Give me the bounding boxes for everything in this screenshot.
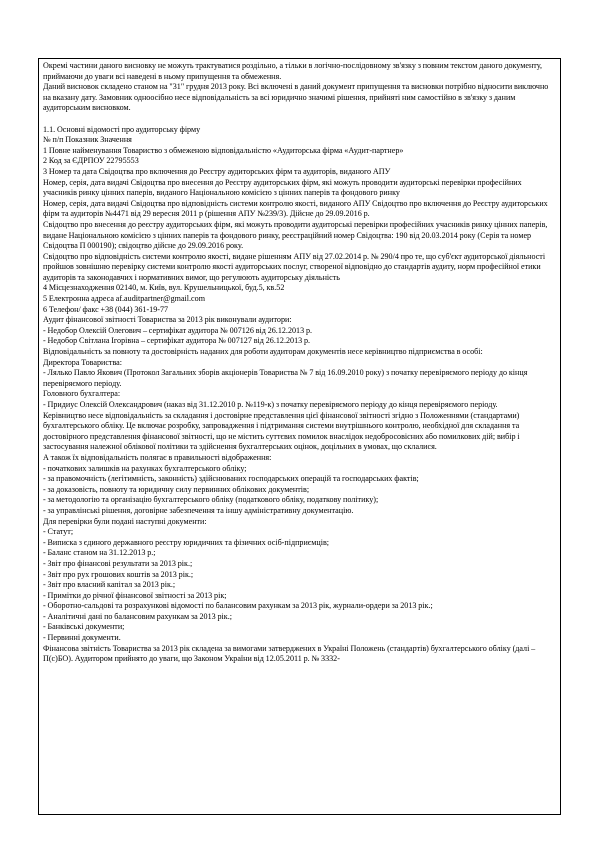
text-line: Номер, серія, дата видачі Свідоцтва про відповідність системи контролю якості, виданого АПУ Свідоцтво про включення до Реєстру аудиторських фірм та аудиторів №4471 від 29 вересня 2011 р (рішення АПУ №239/3). Дійсне до 29.09.2016 р.	[43, 198, 548, 219]
text-line: Фінансова звітність Товариства за 2013 рік складена за вимогами затверджених в Україні Положень (стандартів) бухгалтерського обліку (далі – П(с)БО). Аудитором прийнято до уваги, що Законом України від 12.05.2011 р. № 3332-	[43, 643, 536, 664]
text-line: Свідоцтво про відповідність системи контролю якості, видане рішенням АПУ від 27.02.2014 р. № 290/4 про те, що суб'єкт аудиторської діяльності пройшов зовнішню перевірку системи контролю якості аудиторських послуг, створеної відповідно до стандартів аудиту, норм професійної етики аудиторів та законодавчих і нормативних вимог, що регулюють аудиторську діяльність	[43, 251, 546, 282]
text-line: - Звіт про фінансові результати за 2013 рік.;	[43, 558, 193, 568]
text-line: 3 Номер та дата Свідоцтва про включення до Реєстру аудиторських фірм та аудиторів, виданого АПУ	[43, 166, 391, 176]
text-line: 6 Телефон/ факс +38 (044) 361-19-77	[43, 304, 169, 314]
text-line: - Звіт про власний капітал за 2013 рік.;	[43, 580, 176, 590]
audit-firm-info	[43, 125, 557, 665]
text-line: - Аналітичні дані по балансовим рахункам за 2013 рік.;	[43, 611, 233, 621]
text-line: Керівництво несе відповідальність за складання і достовірне представлення цієї фінансової звітності згідно з Положеннями (стандартами) бухгалтерського обліку. Це включає розробку, запровадження і підтримання системи внутрішнього контролю, необхідної для складання та достовірного представлення фінансової звітності, що не містить суттєвих помилок внаслідок недобросовісних або помилкових дій; вибір і застосування належної облікової політики та здійснення бухгалтерських оцінок, доцільних в умовах, що склалися.	[43, 410, 520, 452]
text-line: 1.1. Основні відомості про аудиторську фірму	[43, 124, 201, 134]
text-line: - Недобор Олексій Олегович – сертифікат аудитора № 007126 від 26.12.2013 р.	[43, 325, 313, 335]
text-line: - Банківські документи;	[43, 622, 125, 632]
text-line: Даний висновок складено станом на "31" грудня 2013 року. Всі включені в даний документ припущення та висновки потрібно відносити виключно на вказану дату. Замовник одноосібно несе відповідальність за всі юридично значимі рішення, прийняті ним самостійно в зв'язку з даним аудиторським висновком.	[43, 82, 549, 113]
text-line: Головного бухгалтера:	[43, 389, 121, 399]
text-line: - за правомочність (легітимність, законність) здійснюваних господарських операцій та господарських фактів;	[43, 474, 419, 484]
text-line: - Недобор Світлана Ігорівна – сертифікат аудитора № 007127 від 26.12.2013 р.	[43, 336, 311, 346]
text-line: - за доказовість, повноту та юридичну силу первинних облікових документів;	[43, 484, 310, 494]
text-line: - Оборотно-сальдові та розрахункові відомості по балансовим рахункам за 2013 рік, журнали-ордери за 2013 рік.;	[43, 601, 433, 611]
text-line: - Звіт про рух грошових коштів за 2013 рік.;	[43, 569, 194, 579]
text-line: А також їх відповідальність полягає в правильності відображення:	[43, 452, 272, 462]
text-line: - Лялько Павло Якович (Протокол Загальних зборів акціонерів Товариства № 7 від 16.09.2010 року) з початку перевіряємого періоду до кінця перевіряємого періоду.	[43, 368, 528, 388]
text-line: Директора Товариства:	[43, 357, 123, 367]
text-line: - за методологію та організацію бухгалтерського обліку (податкового обліку, податкову політику);	[43, 495, 379, 505]
document-page	[38, 58, 561, 815]
intro-paragraphs	[43, 61, 557, 114]
text-line: 4 Місцезнаходження 02140, м. Київ, вул. Крушельницької, буд.5, кв.52	[43, 283, 285, 293]
text-line: Номер, серія, дата видачі Свідоцтва про внесення до Реєстру аудиторських фірм, які можуть проводити аудиторські перевірки професійних учасників ринку цінних паперів, виданого Національною комісією з цінних паперів та фондового ринку	[43, 177, 522, 198]
text-line: Аудит фінансової звітності Товариства за 2013 рік виконували аудитори:	[43, 315, 292, 325]
text-line: Для перевірки були подані наступні документи:	[43, 516, 207, 526]
text-line: 1 Повне найменування Товариство з обмеженою відповідальністю «Аудиторська фірма «Аудит-партнер»	[43, 145, 404, 155]
text-line: - Придиус Олексій Олександрович (наказ від 31.12.2010 р. №119-к) з початку перевіряємого періоду до кінця перевіряємого періоду.	[43, 400, 498, 409]
text-line: - Статут;	[43, 527, 74, 537]
text-line: Відповідальність за повноту та достовірність наданих для роботи аудиторам документів несе керівництво підприємства в особі:	[43, 347, 483, 357]
text-line: - Первинні документи.	[43, 633, 121, 643]
text-line: 5 Електронна адреса af.auditpartner@gmail.com	[43, 294, 205, 304]
blank-line	[43, 114, 557, 125]
text-line: - Виписка з єдиного державного реєстру юридичних та фізичних осіб-підприємців;	[43, 537, 330, 547]
text-line: № п/п Показник Значення	[43, 135, 132, 145]
text-line: Свідоцтво про внесення до реєстру аудиторських фірм, які можуть проводити аудиторські перевірки професійних учасників ринку цінних паперів, видане Національною комісією з цінних паперів та фондового ринку, реєстраційний номер Свідоцтва: 190 від 20.03.2014 року (Серія та номер Свідоцтва П 000190); свідоцтво дійсне до 29.09.2016 року.	[43, 219, 548, 251]
text-line: - за управлінські рішення, договірне забезпечення та іншу адміністративну документацію.	[43, 505, 354, 515]
text-line: - Примітки до річної фінансової звітності за 2013 рік;	[43, 590, 227, 600]
text-line: - Баланс станом на 31.12.2013 р.;	[43, 548, 156, 558]
text-line: - початкових залишків на рахунках бухгалтерського обліку;	[43, 463, 247, 473]
text-line: 2 Код за ЄДРПОУ 22795553	[43, 156, 139, 166]
text-line: Окремі частини даного висновку не можуть трактуватися роздільно, а тільки в логічно-послідовному зв'язку з повним текстом даного документу, приймаючи до уваги всі наведені в ньому припущення та обмеження.	[43, 61, 542, 81]
